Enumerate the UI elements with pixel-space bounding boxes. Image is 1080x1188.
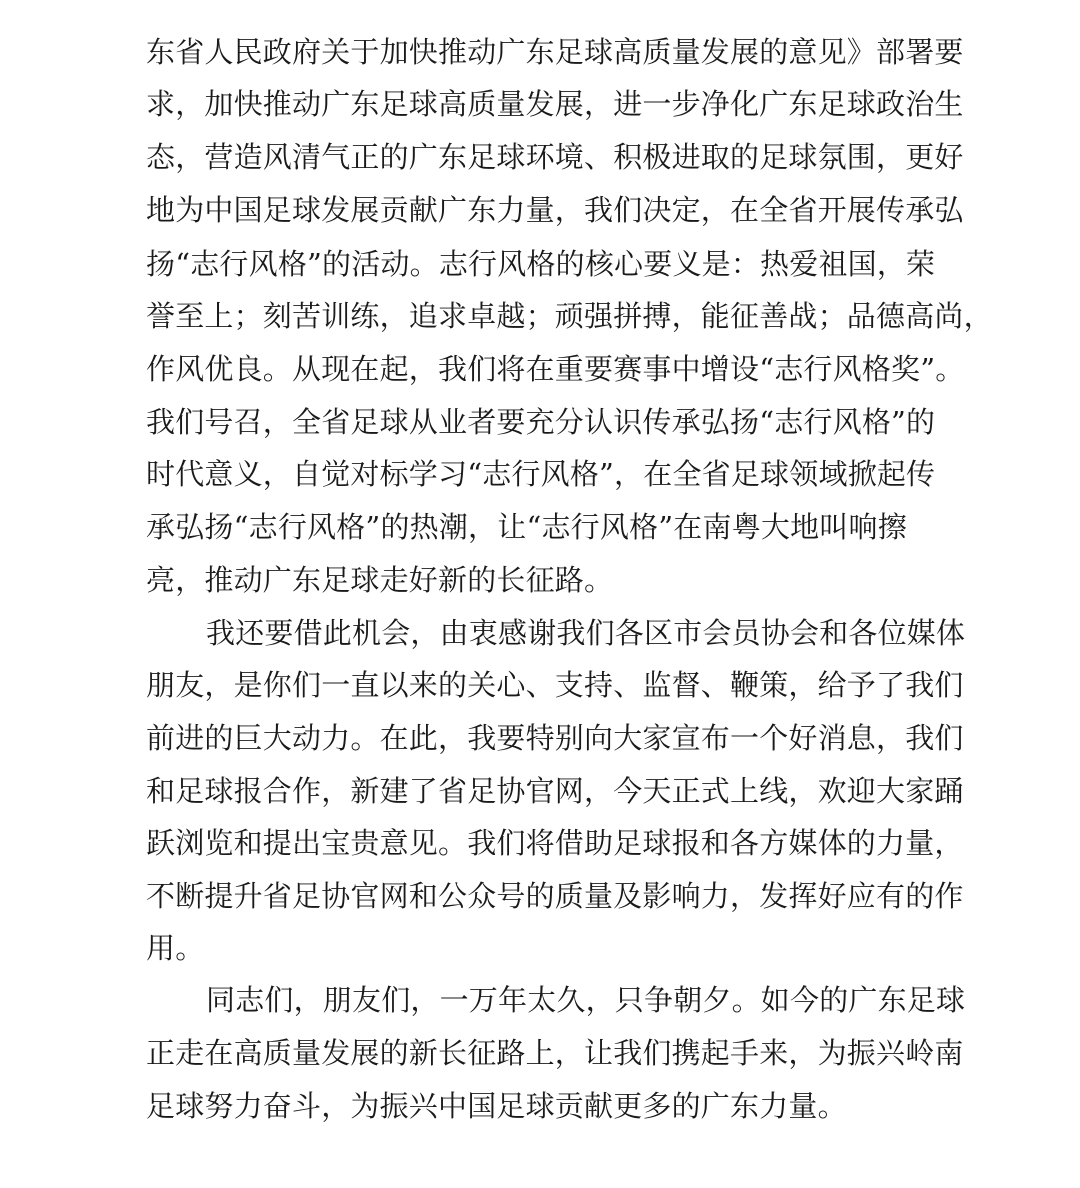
text-line: 我们号召，全省足球从业者要充分认识传承弘扬“志行风格”的 <box>146 405 936 439</box>
text-line: 亮，推动广东足球走好新的长征路。 <box>146 563 614 597</box>
text-line: 用。 <box>146 931 205 965</box>
text-line: 和足球报合作，新建了省足协官网，今天正式上线，欢迎大家踊 <box>146 774 964 808</box>
text-line: 东省人民政府关于加快推动广东足球高质量发展的意见》部署要 <box>146 35 964 69</box>
text-line: 承弘扬“志行风格”的热潮，让“志行风格”在南粤大地叫响擦 <box>146 510 907 544</box>
text-line: 朋友，是你们一直以来的关心、支持、监督、鞭策，给予了我们 <box>146 668 964 702</box>
text-line: 作风优良。从现在起，我们将在重要赛事中增设“志行风格奖”。 <box>146 352 965 386</box>
text-line: 扬“志行风格”的活动。志行风格的核心要义是：热爱祖国，荣 <box>146 247 936 281</box>
text-line: 地为中国足球发展贡献广东力量，我们决定，在全省开展传承弘 <box>146 193 964 227</box>
text-line: 前进的巨大动力。在此，我要特别向大家宣布一个好消息，我们 <box>146 721 964 755</box>
text-line: 跃浏览和提出宝贵意见。我们将借助足球报和各方媒体的力量， <box>146 826 964 860</box>
paragraph-start-line: 我还要借此机会，由衷感谢我们各区市会员协会和各位媒体 <box>206 616 966 650</box>
text-line: 足球努力奋斗，为振兴中国足球贡献更多的广东力量。 <box>146 1089 847 1123</box>
text-line: 时代意义，自觉对标学习“志行风格”，在全省足球领域掀起传 <box>146 457 936 491</box>
paragraph-start-line: 同志们，朋友们，一万年太久，只争朝夕。如今的广东足球 <box>206 983 966 1017</box>
text-line: 求，加快推动广东足球高质量发展，进一步净化广东足球政治生 <box>146 87 964 121</box>
text-line: 态，营造风清气正的广东足球环境、积极进取的足球氛围，更好 <box>146 140 964 174</box>
text-line: 誉至上；刻苦训练，追求卓越；顽强拼搏，能征善战；品德高尚， <box>146 299 993 333</box>
text-line: 正走在高质量发展的新长征路上，让我们携起手来，为振兴岭南 <box>146 1036 964 1070</box>
text-line: 不断提升省足协官网和公众号的质量及影响力，发挥好应有的作 <box>146 879 964 913</box>
